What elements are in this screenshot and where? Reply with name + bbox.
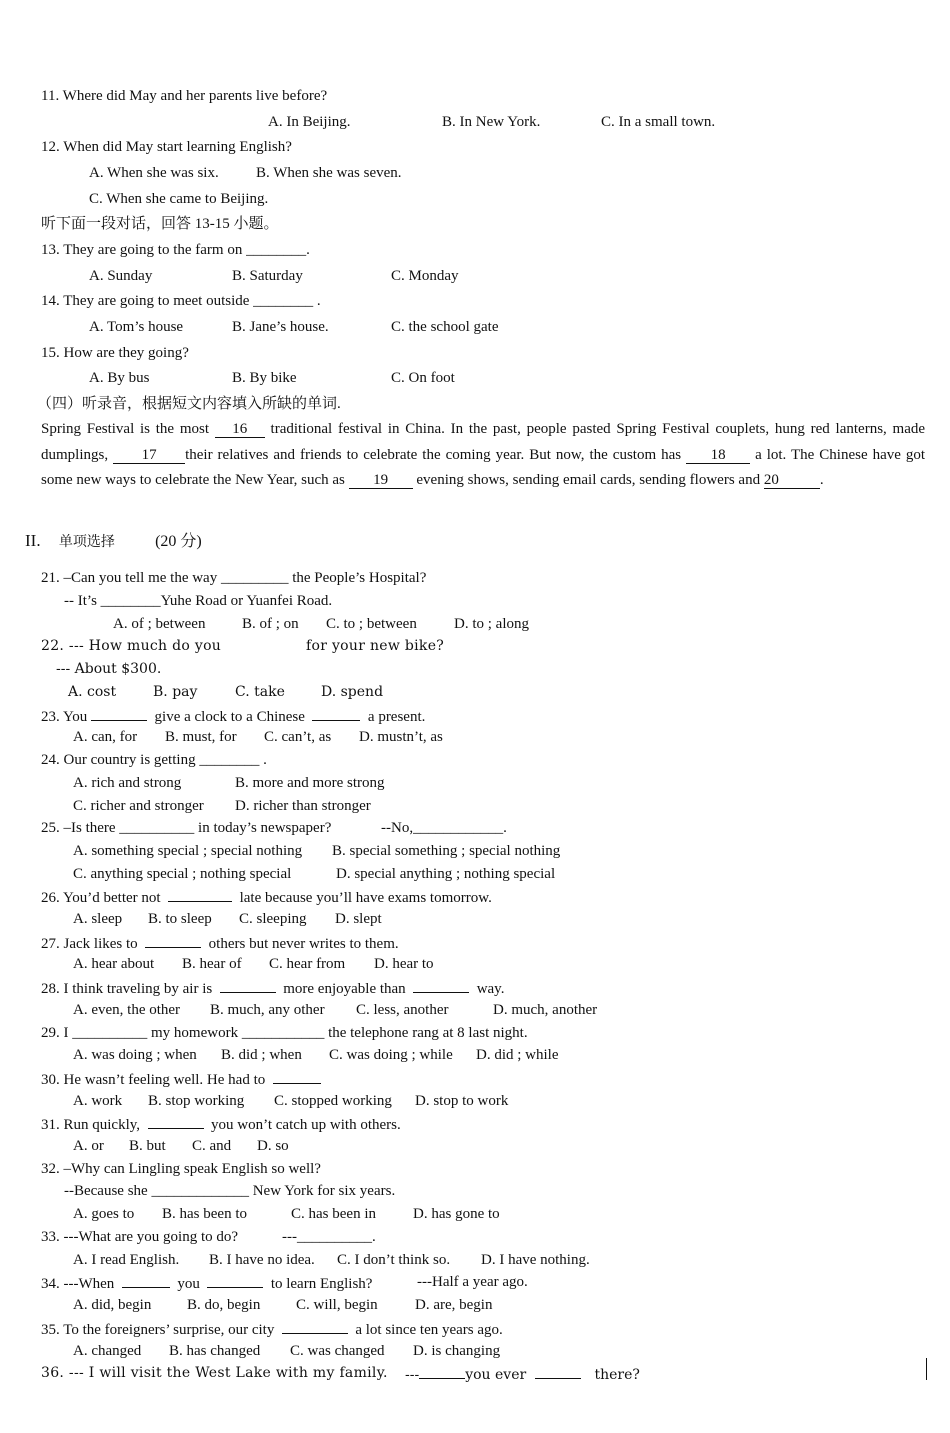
q28-option-d: D. much, another [493, 1002, 598, 1018]
q12-option-a: A. When she was six. [89, 165, 219, 181]
q36-text-2: --- [405, 1367, 420, 1383]
q28-option-a: A. even, the other [73, 1002, 181, 1018]
q28-blank-1[interactable] [220, 978, 276, 993]
q36-text-3: you ever [465, 1367, 527, 1383]
q25-option-c: C. anything special ; nothing special [73, 866, 292, 882]
passage-text-3: their relatives and friends to celebrate the coming year. But now, the custom has [185, 446, 682, 463]
q25-stem: 25. –Is there __________ in today’s newspaper? [41, 820, 332, 836]
q28-text-3: way. [476, 981, 505, 997]
q29-stem: 29. I __________ my homework ___________ the telephone rang at 8 last night. [41, 1025, 528, 1041]
q29-option-b: B. did ; when [221, 1047, 302, 1063]
q28-stem [41, 978, 504, 998]
blank-17[interactable]: 17 [113, 447, 185, 464]
q13-option-b: B. Saturday [232, 268, 303, 284]
q28-option-c: C. less, another [356, 1002, 449, 1018]
q35-option-c: C. was changed [290, 1343, 385, 1359]
q26-option-c: C. sleeping [239, 911, 307, 927]
q35-text-1: 35. To the foreigners’ surprise, our city [41, 1322, 275, 1338]
q34-option-a: A. did, begin [73, 1297, 152, 1313]
q22-line-1a: 22. --- How much do you [41, 638, 222, 654]
q34-option-c: C. will, begin [296, 1297, 378, 1313]
q27-option-d: D. hear to [374, 956, 434, 972]
q21-option-a: A. of ; between [113, 616, 206, 632]
q11-option-a: A. In Beijing. [268, 114, 351, 130]
q35-option-b: B. has changed [169, 1343, 261, 1359]
q13-option-c: C. Monday [391, 268, 459, 284]
q34-blank-1[interactable] [122, 1273, 170, 1288]
q24-option-d: D. richer than stronger [235, 798, 371, 814]
passage-text-5: evening shows, sending email cards, sending flowers and [416, 472, 761, 489]
q23-stem [41, 706, 425, 726]
q23-option-c: C. can’t, as [264, 729, 332, 745]
q12-option-c: C. When she came to Beijing. [89, 191, 269, 207]
q27-stem [41, 933, 399, 953]
q34-option-d: D. are, begin [415, 1297, 493, 1313]
q23-blank-2[interactable] [312, 706, 360, 721]
q34-text-2: you [177, 1276, 200, 1292]
q25-option-a: A. something special ; special nothing [73, 843, 303, 859]
q33-option-d: D. I have nothing. [481, 1252, 590, 1268]
q26-option-b: B. to sleep [148, 911, 212, 927]
q15-stem: 15. How are they going? [41, 345, 189, 361]
q22-option-c: C. take [235, 684, 285, 700]
q21-line-1: 21. –Can you tell me the way _________ the People’s Hospital? [41, 570, 427, 586]
q28-text-1: 28. I think traveling by air is [41, 981, 213, 997]
q27-blank[interactable] [145, 933, 201, 948]
q27-option-a: A. hear about [73, 956, 155, 972]
q14-option-b: B. Jane’s house. [232, 319, 329, 335]
q36-blank-1[interactable] [419, 1364, 465, 1379]
q29-option-d: D. did ; while [476, 1047, 559, 1063]
passage-text-2: traditional festival in China. In the past, people pasted Spring Festival couplets, hung red lanterns, made dumplings, [41, 421, 926, 463]
q32-line-2: --Because she _____________ New York for six years. [64, 1183, 396, 1199]
q34-text-3: to learn English? [270, 1276, 373, 1292]
q30-blank[interactable] [273, 1069, 321, 1084]
q32-option-b: B. has been to [162, 1206, 247, 1222]
q33-option-c: C. I don’t think so. [337, 1252, 451, 1268]
q29-option-a: A. was doing ; when [73, 1047, 197, 1063]
q15-option-c: C. On foot [391, 370, 455, 386]
q11-option-b: B. In New York. [442, 114, 541, 130]
part4-instruction: （四）听录音，根据短文内容填入所缺的单词. [37, 396, 341, 412]
q22-option-b: B. pay [153, 684, 198, 700]
q31-blank[interactable] [148, 1114, 204, 1129]
q34-blank-2[interactable] [207, 1273, 263, 1288]
q14-stem: 14. They are going to meet outside ________ . [41, 293, 321, 309]
q36-line-2 [405, 1364, 640, 1384]
q26-text-1: 26. You’d better not [41, 890, 161, 906]
q26-option-d: D. slept [335, 911, 382, 927]
q21-option-c: C. to ; between [326, 616, 417, 632]
q25-option-d: D. special anything ; nothing special [336, 866, 556, 882]
q26-option-a: A. sleep [73, 911, 123, 927]
q22-line-2: --- About $300. [56, 661, 162, 677]
section-2-header [25, 528, 202, 551]
q21-option-d: D. to ; along [454, 616, 529, 632]
q28-blank-2[interactable] [413, 978, 469, 993]
q13-stem: 13. They are going to the farm on ________. [41, 242, 310, 258]
q15-option-a: A. By bus [89, 370, 150, 386]
q33-option-b: B. I have no idea. [209, 1252, 315, 1268]
q27-text-2: others but never writes to them. [208, 936, 399, 952]
instruction-13-15: 听下面一段对话，回答 13-15 小题。 [41, 216, 279, 232]
q35-blank[interactable] [282, 1319, 348, 1334]
q14-option-c: C. the school gate [391, 319, 499, 335]
section-2-title: 单项选择 [58, 534, 115, 550]
q34-stem [41, 1273, 372, 1293]
q33-stem: 33. ---What are you going to do? [41, 1229, 239, 1245]
section-2-score: (20 分) [155, 533, 202, 550]
q31-option-c: C. and [192, 1138, 232, 1154]
q26-text-2: late because you’ll have exams tomorrow. [239, 890, 492, 906]
passage-text-4: a lot. The Chinese have got some new ways to celebrate the New Year, such as [41, 446, 926, 489]
q26-stem [41, 887, 492, 907]
blank-16[interactable]: 16 [215, 421, 265, 438]
q34-response: ---Half a year ago. [417, 1274, 528, 1290]
q35-option-a: A. changed [73, 1343, 142, 1359]
q31-option-d: D. so [257, 1138, 289, 1154]
blank-20[interactable]: 20 [764, 472, 820, 489]
q35-option-d: D. is changing [413, 1343, 501, 1359]
q23-blank-1[interactable] [91, 706, 147, 721]
q36-blank-2[interactable] [535, 1364, 581, 1379]
q24-option-a: A. rich and strong [73, 775, 182, 791]
q23-text-2: give a clock to a Chinese [154, 709, 305, 725]
q23-text-1: 23. You [41, 709, 88, 725]
q11-option-c: C. In a small town. [601, 114, 716, 130]
q23-option-d: D. mustn’t, as [359, 729, 443, 745]
q26-blank[interactable] [168, 887, 232, 902]
q32-option-a: A. goes to [73, 1206, 135, 1222]
q31-text-1: 31. Run quickly, [41, 1117, 141, 1133]
q30-option-d: D. stop to work [415, 1093, 509, 1109]
q25-option-b: B. special something ; special nothing [332, 843, 561, 859]
q30-option-b: B. stop working [148, 1093, 245, 1109]
q23-option-a: A. can, for [73, 729, 138, 745]
q34-text-1: 34. ---When [41, 1276, 115, 1292]
q22-option-a: A. cost [68, 684, 117, 700]
q29-option-c: C. was doing ; while [329, 1047, 453, 1063]
q32-option-d: D. has gone to [413, 1206, 500, 1222]
q28-option-b: B. much, any other [210, 1002, 325, 1018]
q30-stem [41, 1069, 321, 1089]
q36-text-4: there? [594, 1367, 640, 1383]
q33-option-a: A. I read English. [73, 1252, 180, 1268]
q27-text-1: 27. Jack likes to [41, 936, 138, 952]
q32-option-c: C. has been in [291, 1206, 376, 1222]
q31-stem [41, 1114, 401, 1134]
q30-option-a: A. work [73, 1093, 123, 1109]
passage-text-6: . [819, 472, 824, 489]
q11-stem: 11. Where did May and her parents live before? [41, 88, 328, 104]
q31-option-a: A. or [73, 1138, 104, 1154]
margin-bar [926, 1358, 927, 1380]
q22-option-d: D. spend [321, 684, 384, 700]
q31-option-b: B. but [129, 1138, 166, 1154]
q14-option-a: A. Tom’s house [89, 319, 184, 335]
q27-option-b: B. hear of [182, 956, 242, 972]
q27-option-c: C. hear from [269, 956, 346, 972]
q34-option-b: B. do, begin [187, 1297, 261, 1313]
section-2-numeral: II. [25, 531, 41, 550]
q36-text-1: 36. --- I will visit the West Lake with my family. [41, 1365, 388, 1381]
q21-option-b: B. of ; on [242, 616, 299, 632]
q30-text-1: 30. He wasn’t feeling well. He had to [41, 1072, 266, 1088]
q35-text-2: a lot since ten years ago. [355, 1322, 503, 1338]
q32-line-1: 32. –Why can Lingling speak English so well? [41, 1161, 321, 1177]
q24-option-b: B. more and more strong [235, 775, 385, 791]
q22-line-1b: for your new bike? [306, 638, 445, 654]
q24-option-c: C. richer and stronger [73, 798, 204, 814]
q12-option-b: B. When she was seven. [256, 165, 402, 181]
q33-response: ---__________. [282, 1229, 376, 1245]
q30-option-c: C. stopped working [274, 1093, 392, 1109]
q28-text-2: more enjoyable than [283, 981, 406, 997]
q25-response: --No,____________. [381, 820, 507, 836]
q12-stem: 12. When did May start learning English? [41, 139, 292, 155]
q23-text-3: a present. [367, 709, 426, 725]
blank-19[interactable]: 19 [349, 472, 413, 489]
q21-line-2: -- It’s ________Yuhe Road or Yuanfei Road. [64, 593, 333, 609]
q31-text-2: you won’t catch up with others. [211, 1117, 401, 1133]
q23-option-b: B. must, for [165, 729, 237, 745]
q15-option-b: B. By bike [232, 370, 297, 386]
q24-stem: 24. Our country is getting ________ . [41, 752, 267, 768]
passage-text-1: Spring Festival is the most [41, 421, 210, 437]
cloze-passage [41, 417, 925, 494]
q35-stem [41, 1319, 503, 1339]
blank-18[interactable]: 18 [686, 447, 750, 464]
q13-option-a: A. Sunday [89, 268, 153, 284]
